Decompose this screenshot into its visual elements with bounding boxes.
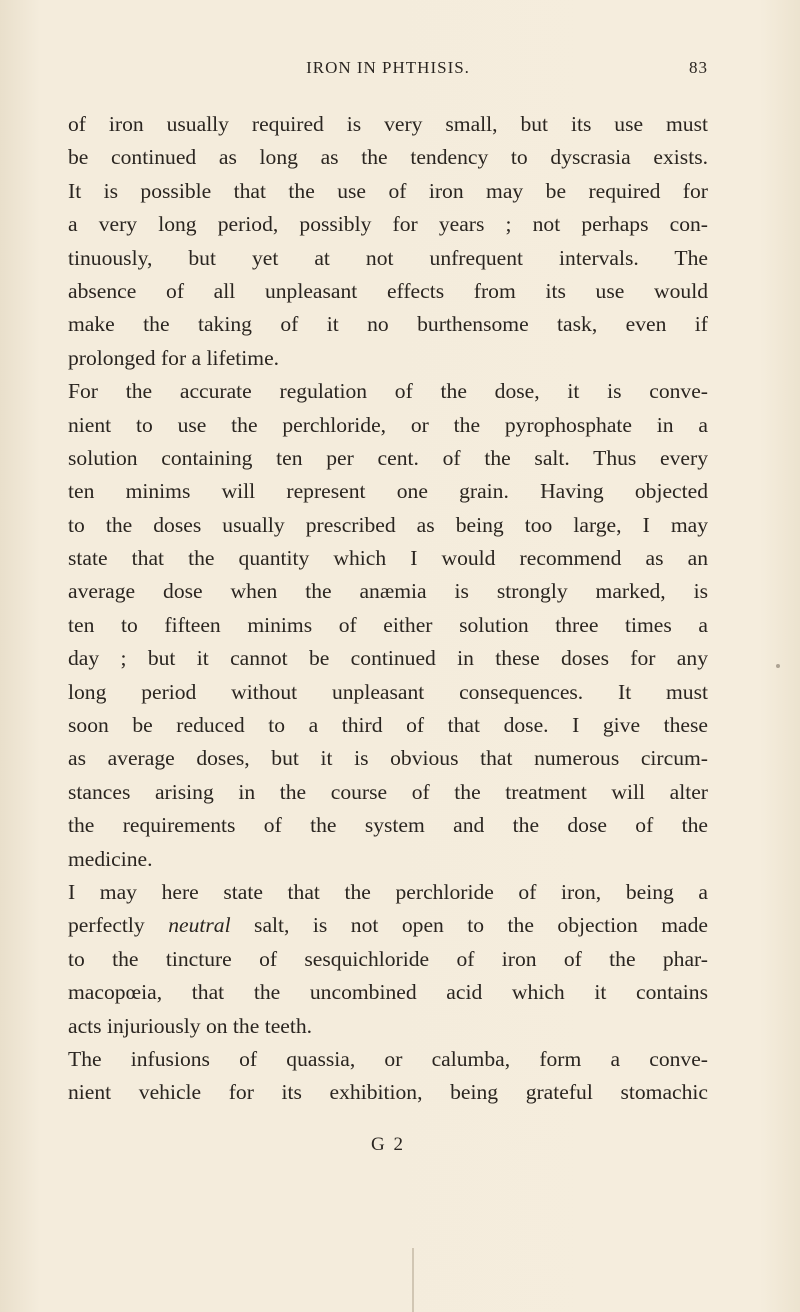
text-line: The infusions of quassia, or calumba, form a conve- (68, 1046, 708, 1071)
page-header (68, 58, 708, 82)
page-number: 83 (689, 58, 708, 77)
text-line: ten to fifteen minims of either solution three times a (68, 612, 708, 637)
text-fragment: perfectly (68, 913, 169, 938)
text-line: ten minims will represent one grain. Having objected (68, 479, 708, 504)
text-line: day ; but it cannot be continued in these doses for any (68, 646, 708, 671)
text-line: of iron usually required is very small, but its use must (68, 112, 708, 136)
text-line: tinuously, but yet at not unfrequent intervals. The (68, 245, 708, 270)
text-line-with-italic (68, 909, 708, 942)
text-line: average dose when the anæmia is strongly marked, is (68, 579, 708, 604)
signature-mark: G 2 (371, 1134, 405, 1155)
text-line: to the tincture of sesquichloride of iron of the phar- (68, 946, 708, 971)
body-text (68, 108, 708, 1155)
paragraph-4 (68, 1043, 708, 1110)
text-line: a very long period, possibly for years ; not perhaps con- (68, 212, 708, 237)
text-line: stances arising in the course of the treatment will alter (68, 779, 708, 804)
paragraph-1 (68, 108, 708, 375)
print-speck (776, 664, 780, 668)
text-line: absence of all unpleasant effects from its use would (68, 278, 708, 303)
text-fragment: salt, is not open to the objection made (230, 913, 708, 938)
text-line: soon be reduced to a third of that dose. I give these (68, 713, 708, 738)
running-title: IRON IN PHTHISIS. (306, 58, 470, 77)
text-line: solution containing ten per cent. of the salt. Thus every (68, 445, 708, 470)
text-line: make the taking of it no burthensome task, even if (68, 312, 708, 337)
text-line: to the doses usually prescribed as being too large, I may (68, 512, 708, 537)
text-line: be continued as long as the tendency to dyscrasia exists. (68, 145, 708, 170)
paragraph-3 (68, 876, 708, 1043)
paper-crease (412, 1248, 414, 1312)
text-line: prolonged for a lifetime. (68, 345, 280, 370)
text-line: It is possible that the use of iron may be required for (68, 178, 708, 203)
text-line: I may here state that the perchloride of iron, being a (68, 879, 708, 904)
text-line: For the accurate regulation of the dose, it is conve- (68, 379, 708, 404)
italic-word: neutral (168, 913, 231, 938)
paragraph-2 (68, 375, 708, 876)
text-line: acts injuriously on the teeth. (68, 1013, 313, 1038)
text-line: nient to use the perchloride, or the pyrophosphate in a (68, 412, 708, 437)
text-line: medicine. (68, 846, 153, 871)
text-line: as average doses, but it is obvious that numerous circum- (68, 746, 708, 771)
text-line: the requirements of the system and the dose of the (68, 813, 708, 838)
text-line: nient vehicle for its exhibition, being grateful stomachic (68, 1080, 708, 1105)
text-line: long period without unpleasant consequences. It must (68, 679, 708, 704)
text-line: state that the quantity which I would recommend as an (68, 546, 708, 571)
text-line: macopœia, that the uncombined acid which it contains (68, 980, 708, 1005)
